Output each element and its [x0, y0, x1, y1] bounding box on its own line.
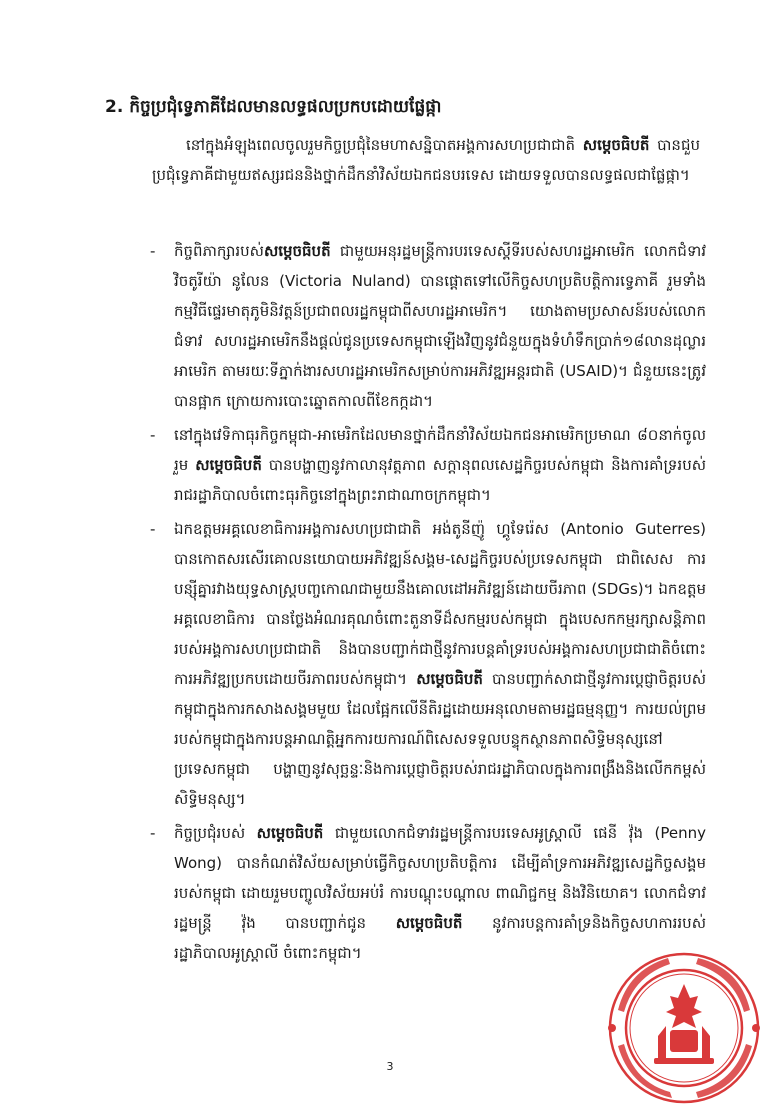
intro-paragraph: [152, 130, 700, 190]
honorific-bold: សម្ដេចធិបតី: [256, 824, 324, 842]
intro-block: [152, 130, 700, 190]
bullet-marker: -: [150, 242, 156, 260]
section-heading: 2. កិច្ចប្រជុំទ្វេភាគីដែលមានលទ្ធផលប្រកបដោយផ្លែផ្កា: [105, 97, 442, 117]
bullet-text: បានបញ្ជាក់សាជាថ្មីនូវការប្ដេជ្ញាចិត្តរបស់កម្ពុជាក្នុងការកសាងសង្គមមួយ ដែលផ្អែកលើនីតិរដ្ឋដោយអនុលោមតាមរដ្ឋធម្មនុញ្ញ។ ការយល់ព្រមរបស់កម្ពុជាក្នុងការបន្តអាណត្តិអ្នកការយការណ៍ពិសេសទទួលបន្ទុកស្ថានភាពសិទ្ធិមនុស្សនៅប្រទេសកម្ពុជា បង្ហាញនូវសុច្ឆន្ទៈនិងការប្ដេជ្ញាចិត្តរបស់រាជរដ្ឋាភិបាលក្នុងការពង្រឹងនិងលើកកម្ពស់សិទ្ធិមនុស្ស។: [174, 670, 706, 808]
bullet-marker: -: [150, 520, 156, 538]
honorific-bold: សម្ដេចធិបតី: [582, 136, 650, 154]
bullet-text: នូវការបន្តការគាំទ្រនិងកិច្ចសហការរបស់រដ្ឋាភិបាលអូស្ត្រាលី ចំពោះកម្ពុជា។: [174, 914, 706, 962]
seal-rings: [610, 954, 758, 1102]
page-number: 3: [386, 1060, 394, 1073]
bullet-text: ជាមួយលោកជំទាវរដ្ឋមន្ត្រីការបរទេសអូស្ត្រាលី ផេនី វ៉ុង (Penny Wong) បានកំណត់វិស័យសម្រាប់ធ្វើកិច្ចសហប្រតិបត្តិការ ដើម្បីគាំទ្រការអភិវឌ្ឍសេដ្ឋកិច្ចសង្គមរបស់កម្ពុជា ដោយរួមបញ្ចូលវិស័យអប់រំ ការបណ្ដុះបណ្ដាល ពាណិជ្ជកម្ម និងវិនិយោគ។ លោកជំទាវរដ្ឋមន្ត្រី វ៉ុង បានបញ្ជាក់ជូន: [174, 824, 706, 932]
bullet-text: ជាមួយអនុរដ្ឋមន្ត្រីការបរទេសស្ដីទីរបស់សហរដ្ឋអាមេរិក លោកជំទាវ វិចតូរីយ៉ា នូលែន (Victoria Nuland) បានផ្ដោតទៅលើកិច្ចសហប្រតិបត្តិការទ្វេភាគី រួមទាំងកម្មវិធីផ្ទេរមាតុភូមិនិវត្តន៍ប្រជាពលរដ្ឋកម្ពុជាពីសហរដ្ឋអាមេរិក។ យោងតាមប្រសាសន៍របស់លោកជំទាវ សហរដ្ឋអាមេរិកនឹងផ្ដល់ជូនប្រទេសកម្ពុជាឡើងវិញនូវជំនួយក្នុងទំហំទឹកប្រាក់១៨លានដុល្លារអាមេរិក តាមរយៈទីភ្នាក់ងារសហរដ្ឋអាមេរិកសម្រាប់ការអភិវឌ្ឍអន្តរជាតិ (USAID)។ ជំនួយនេះត្រូវបានផ្អាក ក្រោយការបោះឆ្នោតកាលពីខែកក្កដា។: [174, 242, 706, 410]
seal-emblem: [654, 984, 714, 1064]
bullet-text: កិច្ចពិភាក្សារបស់: [174, 242, 264, 260]
bullet-item: [150, 514, 706, 814]
bullet-item: [150, 420, 706, 510]
bullet-list: [150, 236, 706, 972]
intro-text: នៅក្នុងអំឡុងពេលចូលរួមកិច្ចប្រជុំនៃមហាសន្និបាតអង្គការសហប្រជាជាតិ សម្ដេចធិបតី បានជួបប្រជុំទ្វេភាគីជាមួយឥស្សរជននិងថ្នាក់ដឹកនាំវិស័យឯកជនបរទេស ដោយទទួលបានលទ្ធផលជាផ្លែផ្កា។: [152, 136, 700, 184]
honorific-bold: សម្ដេចធិបតី: [195, 456, 262, 474]
seal-ring-text: [618, 958, 752, 1098]
bullet-text: ឯកឧត្តមអគ្គលេខាធិការអង្គការសហប្រជាជាតិ អង់តូនីញ៉ូ ហ្គូទែរ៉េស (Antonio Guterres) បានកោតសរសើរគោលនយោបាយអភិវឌ្ឍន៍សង្គម-សេដ្ឋកិច្ចរបស់ប្រទេសកម្ពុជា ជាពិសេស ការបន្សុីគ្នារវាងយុទ្ធសាស្ត្របញ្ចកោណជាមួយនឹងគោលដៅអភិវឌ្ឍន៍ដោយចីរភាព (SDGs)។ ឯកឧត្តមអគ្គលេខាធិការ បានថ្លែងអំណរគុណចំពោះតួនាទីដ៏សកម្មរបស់កម្ពុជា ក្នុងបេសកកម្មរក្សាសន្តិភាពរបស់អង្គការសហប្រជាជាតិ និងបានបញ្ជាក់ជាថ្មីនូវការបន្តគាំទ្ររបស់អង្គការសហប្រជាជាតិចំពោះការអភិវឌ្ឍប្រកបដោយចីរភាពរបស់កម្ពុជា។: [174, 520, 706, 688]
seal-graphic: [588, 950, 778, 1110]
honorific-bold: សម្ដេចធិបតី: [416, 670, 483, 688]
bullet-item: [150, 236, 706, 416]
royal-seal-icon: [588, 950, 778, 1110]
bullet-text: បានបង្ហាញនូវកាលានុវត្តភាព សក្ដានុពលសេដ្ឋកិច្ចរបស់កម្ពុជា និងការគាំទ្ររបស់រាជរដ្ឋាភិបាលចំពោះធុរកិច្ចនៅក្នុងព្រះរាជាណាចក្រកម្ពុជា។: [174, 456, 706, 504]
bullet-marker: -: [150, 824, 156, 842]
honorific-bold: សម្ដេចធិបតី: [263, 242, 331, 260]
bullet-item: [150, 818, 706, 968]
bullet-text: នៅក្នុងវេទិកាធុរកិច្ចកម្ពុជា-អាមេរិកដែលមានថ្នាក់ដឹកនាំវិស័យឯកជនអាមេរិកប្រមាណ ៨០នាក់ចូលរួម: [174, 426, 706, 474]
bullet-text: កិច្ចប្រជុំរបស់: [174, 824, 257, 842]
honorific-bold: សម្ដេចធិបតី: [395, 914, 463, 932]
bullet-marker: -: [150, 426, 156, 444]
